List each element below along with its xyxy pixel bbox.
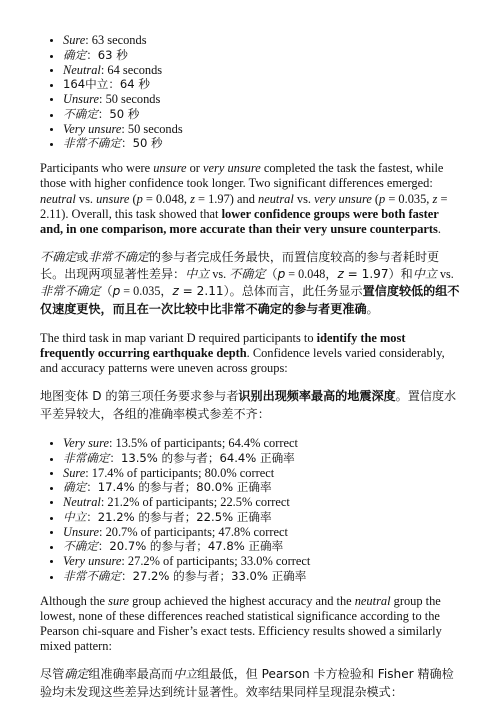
italic-term: z <box>190 191 195 206</box>
list-item-label: 非常不确定 <box>63 136 121 151</box>
list-item-value: : 50 seconds <box>99 92 161 107</box>
italic-term: neutral <box>258 191 294 206</box>
list-item-label: Very sure <box>63 435 109 450</box>
text-run: . <box>437 221 441 236</box>
text-run: vs. <box>209 267 230 282</box>
paragraph-significance-zh <box>40 666 462 701</box>
list-item <box>63 122 462 137</box>
list-item-value: : 64 seconds <box>100 62 163 77</box>
italic-term: p <box>112 284 121 299</box>
text-run: 的参与者完成任务最快，而置信度较高的参与者耗时更长。出现两项显著性差异： <box>40 249 440 282</box>
italic-term: 不确定 <box>40 249 77 264</box>
italic-term: z <box>432 191 438 206</box>
italic-term: z <box>172 284 179 299</box>
italic-term: 中立 <box>173 667 198 682</box>
paragraph-task2-summary <box>40 161 462 236</box>
list-item-value: : 20.7% of participants; 47.8% correct <box>99 524 288 539</box>
list-item <box>63 495 462 510</box>
text-run: completed the task the fastest, while those with higher confidence took longer. Two significant differences emerged: <box>40 161 444 191</box>
italic-term: unsure <box>153 161 187 176</box>
list-item-value: ：50 秒 <box>120 136 163 151</box>
text-run: group achieved the highest accuracy and the <box>129 593 355 608</box>
italic-term: 中立 <box>185 267 210 282</box>
italic-term: neutral <box>40 191 76 206</box>
list-item-value: ：63 秒 <box>86 47 128 62</box>
list-item <box>63 77 462 92</box>
text-run: = 0.048, <box>142 191 191 206</box>
text-run: The third task in map variant D required participants to <box>40 331 317 346</box>
list-item <box>63 48 462 63</box>
list-item-value: : 63 seconds <box>85 33 147 47</box>
italic-term: 非常不确定 <box>40 284 101 299</box>
text-run: = 2.11）。总体而言，此任务显示 <box>178 284 363 299</box>
text-run: ( <box>371 191 380 206</box>
list-item <box>63 92 462 107</box>
italic-term: very unsure <box>314 191 372 206</box>
italic-term: 中立 <box>412 267 437 282</box>
list-item-value: : 21.2% of participants; 22.5% correct <box>100 495 290 510</box>
list-item-label: 中立 <box>63 509 87 524</box>
paragraph-task2-summary-zh <box>40 249 462 318</box>
list-item <box>63 63 462 78</box>
list-item <box>63 569 462 584</box>
text-run: Participants who were <box>40 161 154 176</box>
bold-phrase: 识别出现频率最高的地震深度 <box>238 389 396 404</box>
list-item-label: Sure <box>63 33 86 47</box>
text-run: group the lowest, none of these differences reached statistical significance according to the Pearson chi-square and Fisher’s exact tests. Efficiency results showed a similarly mixed pattern: <box>40 593 442 654</box>
list-item-label: Neutral <box>63 62 101 77</box>
list-item <box>63 33 462 48</box>
confidence-accuracy-list <box>40 436 462 584</box>
list-item <box>63 436 462 451</box>
list-item-value: ：20.7% 的参与者；47.8% 正确率 <box>97 539 284 554</box>
paragraph-task3-intro <box>40 331 462 376</box>
list-item <box>63 554 462 569</box>
list-item <box>63 539 462 554</box>
text-run: 。置信度水平差异较大，各组的准确率模式参差不齐： <box>40 389 457 421</box>
paragraph-task3-intro-zh <box>40 388 462 423</box>
text-run: ( <box>129 191 137 206</box>
text-run: 尽管 <box>40 667 65 682</box>
list-item-label: 非常不确定 <box>63 568 121 583</box>
list-item <box>63 480 462 495</box>
italic-term: p <box>277 267 286 282</box>
italic-term: 确定 <box>64 667 89 682</box>
bold-phrase: 置信度较低的组不仅速度更快，而且在一次比较中比非常不确定的参与者更准确 <box>40 284 460 316</box>
text-run: vs. <box>75 191 97 206</box>
italic-term: z <box>337 267 344 282</box>
list-item-value: : 27.2% of participants; 33.0% correct <box>121 554 311 569</box>
list-item <box>63 107 462 122</box>
list-item-label: 确定 <box>63 47 87 62</box>
italic-term: p <box>379 191 386 206</box>
list-item-label: 非常确定 <box>63 450 110 465</box>
list-item-label: Neutral <box>63 495 101 510</box>
text-run: or <box>186 161 204 176</box>
bold-phrase: identify the most frequently occurring earthquake depth <box>40 331 406 361</box>
text-run: = 0.035， <box>120 284 173 299</box>
list-item-value: ：17.4% 的参与者；80.0% 正确率 <box>86 480 272 495</box>
list-item-value: ：13.5% 的参与者；64.4% 正确率 <box>109 450 295 465</box>
italic-term: 不确定 <box>229 267 266 282</box>
text-run: = 1.97) and <box>194 191 259 206</box>
text-run: 组准确率最高而 <box>88 667 174 682</box>
list-item-label: 不确定 <box>63 106 98 121</box>
list-item-label: Sure <box>63 465 86 480</box>
text-run: = 2.11). Overall, this task showed that <box>40 191 448 221</box>
list-item-label: Very unsure <box>63 554 122 569</box>
italic-term: very unsure <box>203 161 261 176</box>
text-run: vs. <box>293 191 315 206</box>
text-run: 地图变体 D 的第三项任务要求参与者 <box>40 389 239 404</box>
text-run: 或 <box>76 249 89 264</box>
italic-term: 非常不确定 <box>88 249 149 264</box>
italic-term: p <box>136 191 143 206</box>
list-item <box>63 451 462 466</box>
italic-term: sure <box>108 593 130 608</box>
text-run: Although the <box>40 593 109 608</box>
list-item-label: Unsure <box>63 92 100 107</box>
list-item-value: ：27.2% 的参与者；33.0% 正确率 <box>120 568 307 583</box>
text-run: （ <box>265 267 278 282</box>
text-run: = 0.035, <box>385 191 433 206</box>
list-item-value: : 50 seconds <box>121 121 183 136</box>
text-run: 组最低，但 Pearson 卡方检验和 Fisher 精确检验均未发现这些差异达到统计显著性。效率结果同样呈现混杂模式： <box>40 667 454 699</box>
list-item <box>63 510 462 525</box>
text-run: vs. <box>436 267 454 282</box>
list-item-value: 164中立：64 秒 <box>63 77 150 92</box>
paragraph-significance <box>40 594 462 654</box>
list-item-label: Unsure <box>63 524 100 539</box>
list-item <box>63 466 462 481</box>
list-item-value: : 17.4% of participants; 80.0% correct <box>85 465 275 480</box>
document-body <box>40 33 462 708</box>
text-run: . Confidence levels varied considerably, and accuracy patterns were uneven across groups: <box>40 346 445 376</box>
italic-term: neutral <box>354 593 391 608</box>
text-run: = 1.97）和 <box>343 267 413 282</box>
list-item <box>63 136 462 151</box>
list-item-value: : 13.5% of participants; 64.4% correct <box>109 435 298 450</box>
italic-term: unsure <box>96 191 130 206</box>
list-item-value: ：50 秒 <box>97 106 140 121</box>
text-run: = 0.048， <box>285 267 338 282</box>
text-run: 。 <box>366 301 379 316</box>
list-item <box>63 525 462 540</box>
list-item-label: 不确定 <box>63 539 98 554</box>
completion-time-list <box>40 33 462 151</box>
list-item-label: Very unsure <box>63 121 122 136</box>
bold-phrase: lower confidence groups were both faster and, in one comparison, more accurate than their very unsure counterparts <box>40 206 439 236</box>
text-run: （ <box>100 284 113 299</box>
list-item-value: ：21.2% 的参与者；22.5% 正确率 <box>86 509 272 524</box>
list-item-label: 确定 <box>63 480 87 495</box>
